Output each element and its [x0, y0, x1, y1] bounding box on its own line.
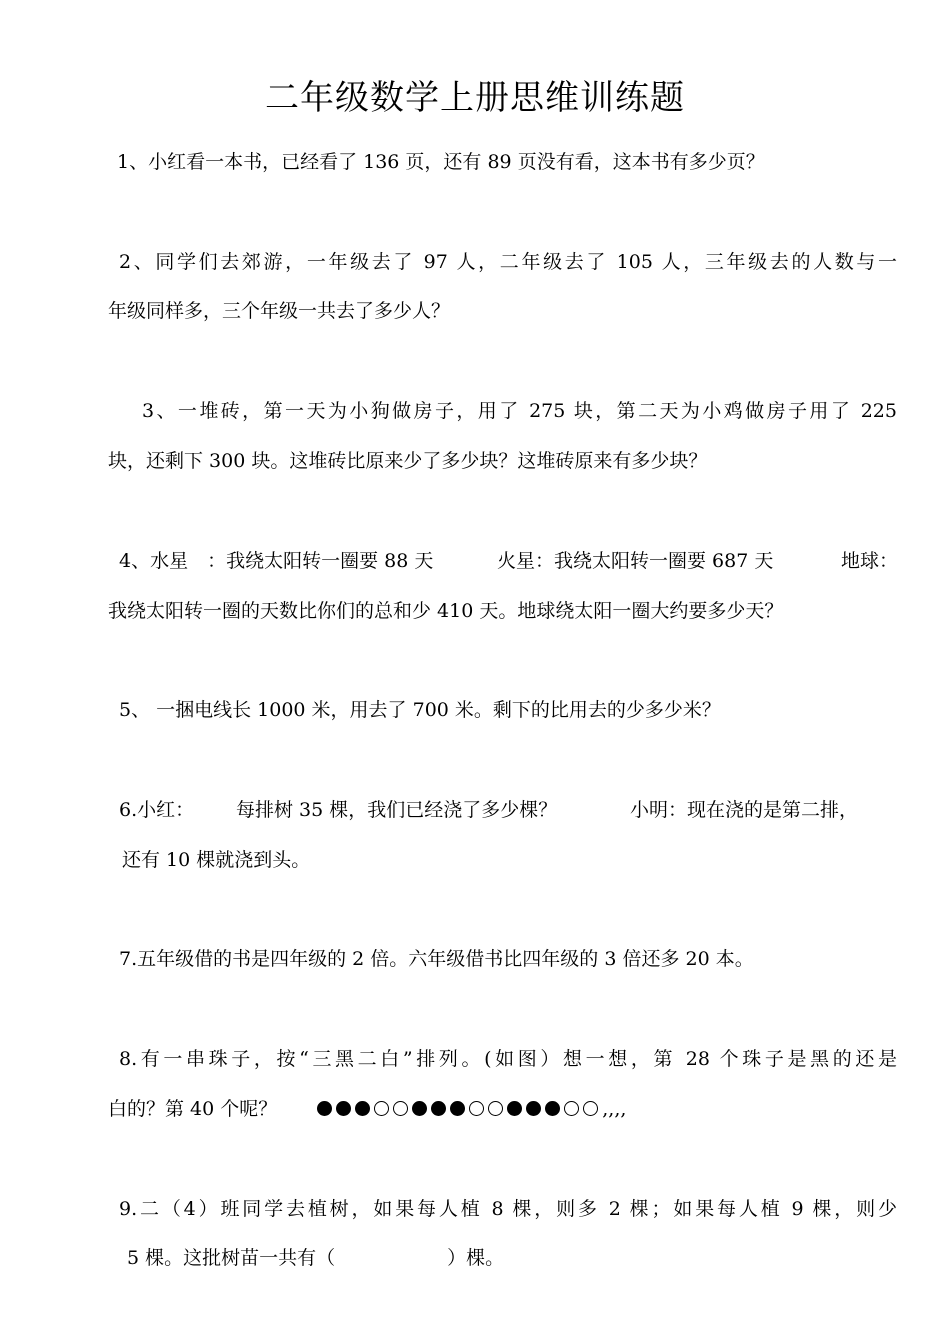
problem-3-line-1: 3、一堆砖，第一天为小狗做房子，用了 275 块，第二天为小鸡做房子用了 225 [142, 400, 897, 422]
problem-9-line-2 [127, 1244, 504, 1272]
problem-4-segment-mercury: 4、水星 ：我绕太阳转一圈要 88 天 [119, 550, 434, 572]
black-bead [545, 1101, 560, 1116]
problem-9-text-start: 5 棵。这批树苗一共有（ [127, 1247, 336, 1269]
bead-list [317, 1098, 602, 1120]
black-bead [450, 1101, 465, 1116]
white-bead [374, 1101, 389, 1116]
problem-6-segment-xiaohong: 6.小红： [119, 799, 195, 821]
problem-6-segment-question: 每排树 35 棵，我们已经浇了多少棵？ [236, 799, 558, 821]
problem-6-segment-xiaoming: 小明：现在浇的是第二排， [630, 799, 859, 821]
black-bead [431, 1101, 446, 1116]
problem-1: 1、小红看一本书，已经看了 136 页，还有 89 页没有看，这本书有多少页？ [117, 151, 765, 173]
problem-9-text-end: ）棵。 [447, 1247, 505, 1269]
problem-4-segment-earth: 地球： [841, 550, 899, 572]
problem-3-line-2: 块，还剩下 300 块。这堆砖比原来少了多少块？这堆砖原来有多少块？ [108, 450, 708, 472]
problem-8-question: 白的？第 40 个呢？ [108, 1098, 278, 1120]
problem-2-line-1: 2、同学们去郊游，一年级去了 97 人，二年级去了 105 人，三年级去的人数与一 [119, 251, 897, 273]
bead-sequence-ellipsis: ,,,, [602, 1098, 627, 1120]
problem-8-line-1: 8.有一串珠子，按“三黑二白”排列。(如图）想一想，第 28 个珠子是黑的还是 [119, 1048, 897, 1070]
black-bead [317, 1101, 332, 1116]
page-title: 二年级数学上册思维训练题 [265, 78, 685, 118]
black-bead [507, 1101, 522, 1116]
white-bead [564, 1101, 579, 1116]
problem-4-line-2: 我绕太阳转一圈的天数比你们的总和少 410 天。地球绕太阳一圈大约要多少天？ [108, 600, 784, 622]
problem-9-line-1: 9.二（4）班同学去植树，如果每人植 8 棵，则多 2 棵；如果每人植 9 棵，则少 [119, 1198, 897, 1220]
black-bead [526, 1101, 541, 1116]
problem-2-line-2: 年级同样多，三个年级一共去了多少人？ [108, 300, 451, 322]
black-bead [355, 1101, 370, 1116]
white-bead [488, 1101, 503, 1116]
white-bead [583, 1101, 598, 1116]
problem-5: 5、 一捆电线长 1000 米，用去了 700 米。剩下的比用去的少多少米？ [119, 699, 721, 721]
problem-7: 7.五年级借的书是四年级的 2 倍。六年级借书比四年级的 3 倍还多 20 本。 [119, 948, 754, 970]
white-bead [469, 1101, 484, 1116]
black-bead [412, 1101, 427, 1116]
black-bead [336, 1101, 351, 1116]
problem-4-segment-mars: 火星：我绕太阳转一圈要 687 天 [497, 550, 774, 572]
white-bead [393, 1101, 408, 1116]
problem-6-line-2: 还有 10 棵就浇到头。 [122, 849, 311, 871]
problem-8-line-2 [108, 1095, 626, 1123]
bead-sequence [317, 1095, 626, 1123]
